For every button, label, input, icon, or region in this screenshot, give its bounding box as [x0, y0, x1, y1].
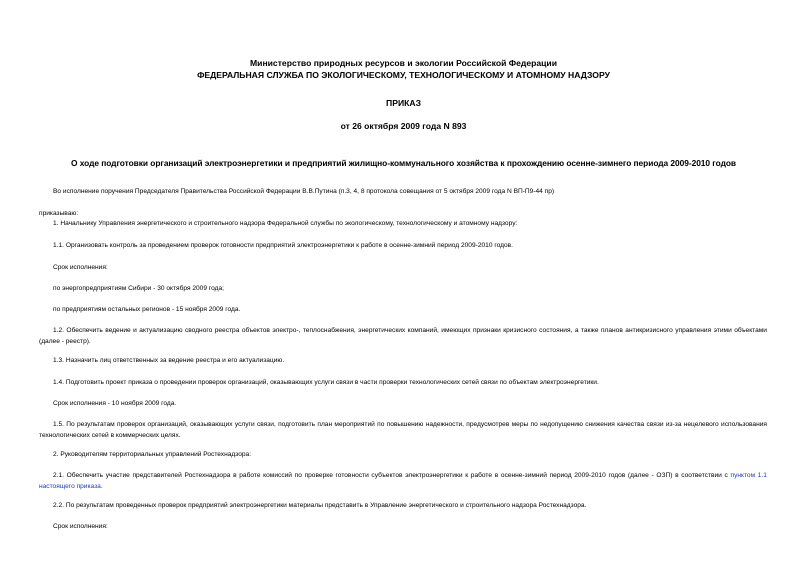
item-2-1-text: 2.1. Обеспечить участие представителей Ростехнадзора в работе комиссий по проверке готовности субъектов электроэнергетики к работе в осенне-зимний период 2009-2010 годов (далее - ОЗП) в соответствии с: [53, 472, 728, 479]
item-1-3: 1.3. Назначить лиц ответственных за ведение реестра и его актуализацию.: [53, 357, 285, 364]
item-2: 2. Руководителям территориальных управлений Ростехнадзора:: [53, 451, 252, 458]
deadline-nov-10: Срок исполнения - 10 ноября 2009 года.: [53, 400, 177, 407]
item-1-1-link[interactable]: пунктом 1.1 настоящего приказа: [39, 472, 767, 490]
deadline-siberia: по энергопредприятиям Сибири - 30 октября 2009 года;: [53, 285, 224, 292]
preamble: Во исполнение поручения Председателя Правительства Российской Федерации В.В.Путина (п.3, 4, 8 протокола совещания от 5 октября 2009 года N ВП-П9-44 пр): [53, 188, 555, 195]
item-1-2: 1.2. Обеспечить ведение и актуализацию сводного реестра объектов электро-, теплоснабжения, энергетических компаний, имеющих признаки кризисного состояния, а также планов антикризисного управления этими объектами (далее - реестр).: [39, 327, 767, 345]
item-2-2: 2.2. По результатам проведенных проверок предприятий электроэнергетики материалы представить в Управление энергетического и строительного надзора Ростехнадзора.: [53, 502, 587, 509]
deadline-other-regions: по предприятиям остальных регионов - 15 ноября 2009 года.: [53, 306, 241, 313]
service-name: ФЕДЕРАЛЬНАЯ СЛУЖБА ПО ЭКОЛОГИЧЕСКОМУ, ТЕХНОЛОГИЧЕСКОМУ И АТОМНОМУ НАДЗОРУ: [197, 70, 610, 80]
item-1-1: 1.1. Организовать контроль за проведением проверок готовности предприятий электроэнергетики к работе в осенне-зимний период 2009-2010 годов.: [53, 242, 513, 249]
orders-label: приказываю:: [39, 210, 79, 217]
deadline-label: Срок исполнения:: [53, 264, 108, 271]
ministry-name: Министерство природных ресурсов и экологии Российской Федерации: [250, 58, 557, 68]
document-title: О ходе подготовки организаций электроэнергетики и предприятий жилищно-коммунального хозяйства к прохождению осенне-зимнего периода 2009-2010 годов: [70, 158, 737, 168]
item-1-4: 1.4. Подготовить проект приказа о проведении проверок организаций, оказывающих услуги связи в части проверки технологических сетей связи по объектам электроэнергетики.: [53, 379, 599, 386]
item-1: 1. Начальнику Управления энергетического и строительного надзора Федеральной службы по экологическому, технологическому и атомному надзору:: [53, 220, 518, 227]
item-1-5: 1.5. По результатам проверок организаций, оказывающих услуги связи, подготовить план мероприятий по повышению надежности, предусмотрев меры по недопущению снижения качества связи из-за нецелевого использования технологических сетей в коммерческих целях.: [39, 421, 767, 439]
deadline-label-2: Срок исполнения:: [53, 523, 108, 530]
item-2-1: [39, 470, 767, 492]
item-2-1-end: .: [100, 483, 103, 490]
document-type: ПРИКАЗ: [386, 98, 421, 108]
document-date-number: от 26 октября 2009 года N 893: [340, 121, 467, 131]
